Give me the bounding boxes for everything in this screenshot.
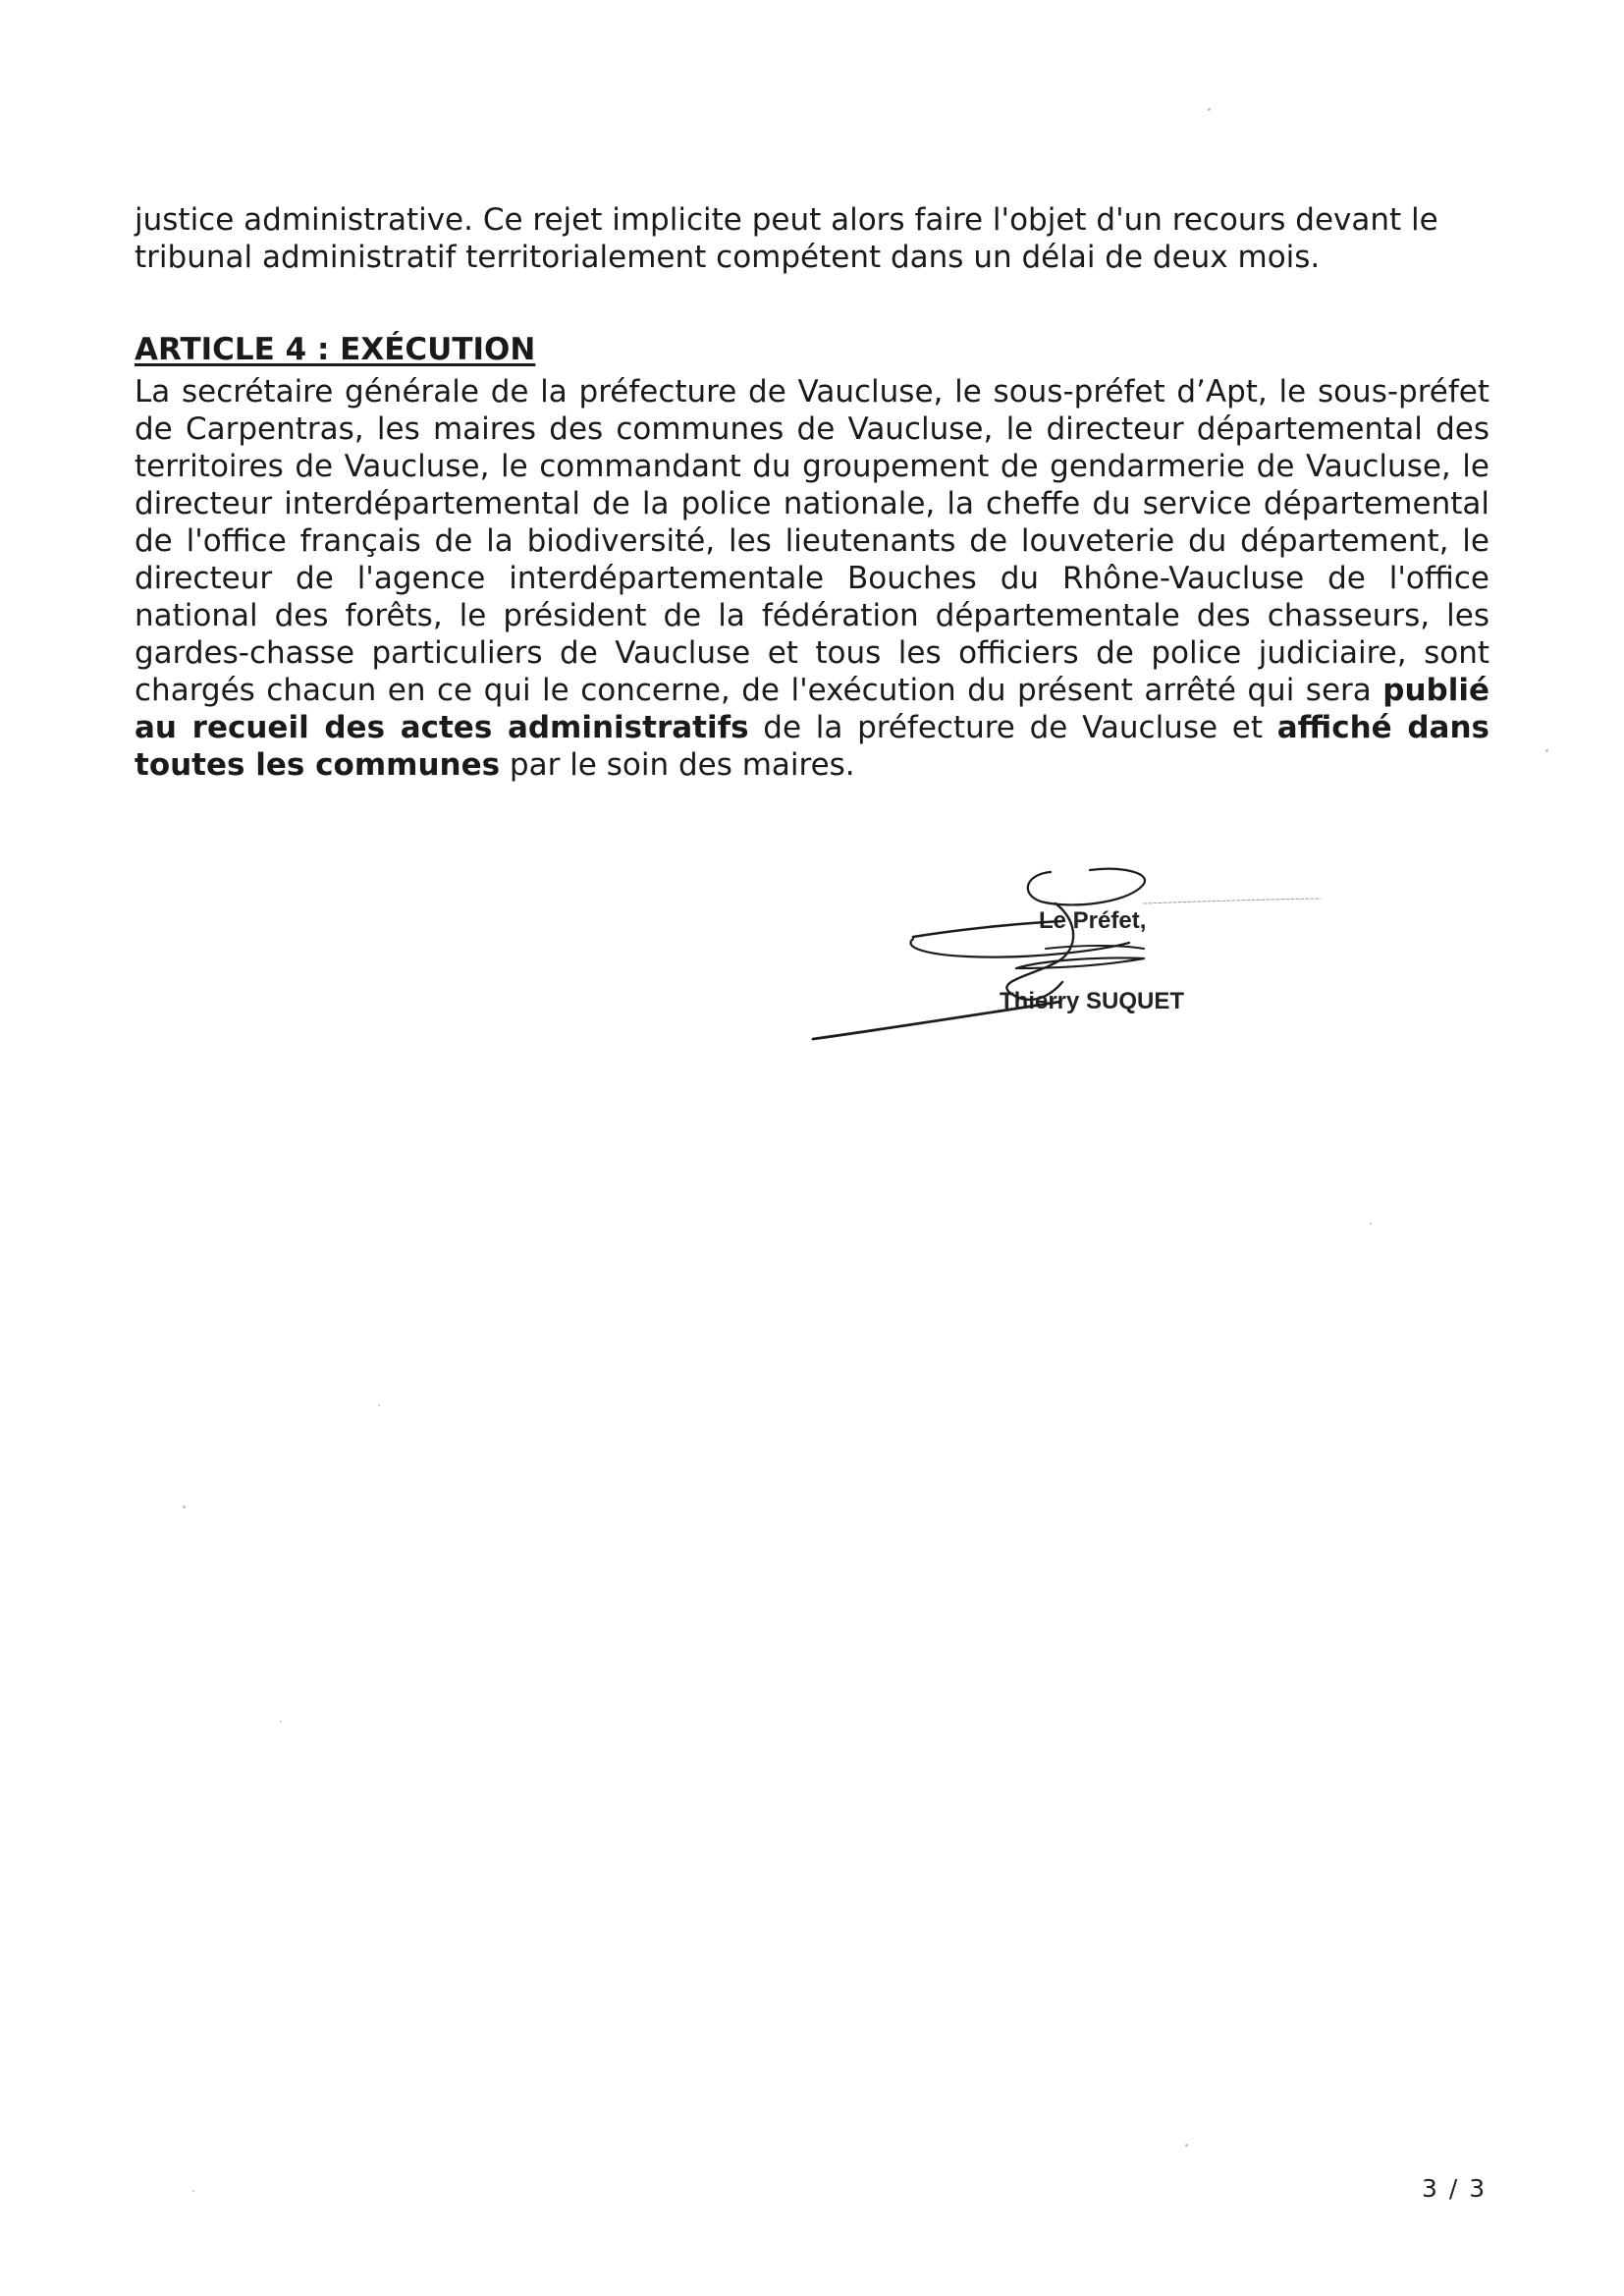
- intro-paragraph: justice administrative. Ce rejet implicite peut alors faire l'objet d'un recours devant le tribunal administratif territorialement compétent dans un délai de deux mois.: [135, 202, 1438, 275]
- page-number: 3 / 3: [1422, 2174, 1488, 2203]
- article-body-bold-recueil: publié au recueil des actes administratifs: [135, 673, 1489, 745]
- scan-speck: [378, 1404, 380, 1406]
- article-body-text-2: de la préfecture de Vaucluse et: [748, 710, 1277, 745]
- scan-speck: [192, 2190, 194, 2192]
- article-body-bold-affiche: affiché dans toutes les communes: [135, 710, 1489, 783]
- scan-speck: [280, 1721, 282, 1722]
- signatory-name: Thierry SUQUET: [1000, 988, 1185, 1014]
- scan-speck: [183, 1505, 186, 1508]
- signatory-title: Le Préfet,: [1039, 907, 1147, 934]
- article-body-text-3: par le soin des maires.: [500, 747, 855, 783]
- handwritten-signature-icon: [805, 864, 1394, 1061]
- scan-speck: [1370, 1223, 1372, 1225]
- article-4-title: ARTICLE 4 : EXÉCUTION: [135, 332, 536, 367]
- scan-speck: [1545, 749, 1548, 752]
- scan-speck: [1208, 108, 1211, 111]
- article-4-body: [135, 373, 1489, 784]
- signature-block: [805, 864, 1394, 1061]
- article-body-text-1: La secrétaire générale de la préfecture de Vaucluse, le sous-préfet d’Apt, le sous-préfet de Carpentras, les maires des communes de Vaucluse, le directeur départemental des territoires de Vaucluse, le commandant du groupement de gendarmerie de Vaucluse, le directeur interdépartemental de la police nationale, la cheffe du service départemental de l'office français de la biodiversité, les lieutenants de louveterie du département, le directeur de l'agence interdépartementale Bouches du Rhône-Vaucluse de l'office national des forêts, le président de la fédération départementale des chasseurs, les gardes-chasse particuliers de Vaucluse et tous les officiers de police judiciaire, sont chargés chacun en ce qui le concerne, de l'exécution du présent arrêté qui sera: [135, 374, 1489, 708]
- scan-speck: [1185, 2144, 1188, 2147]
